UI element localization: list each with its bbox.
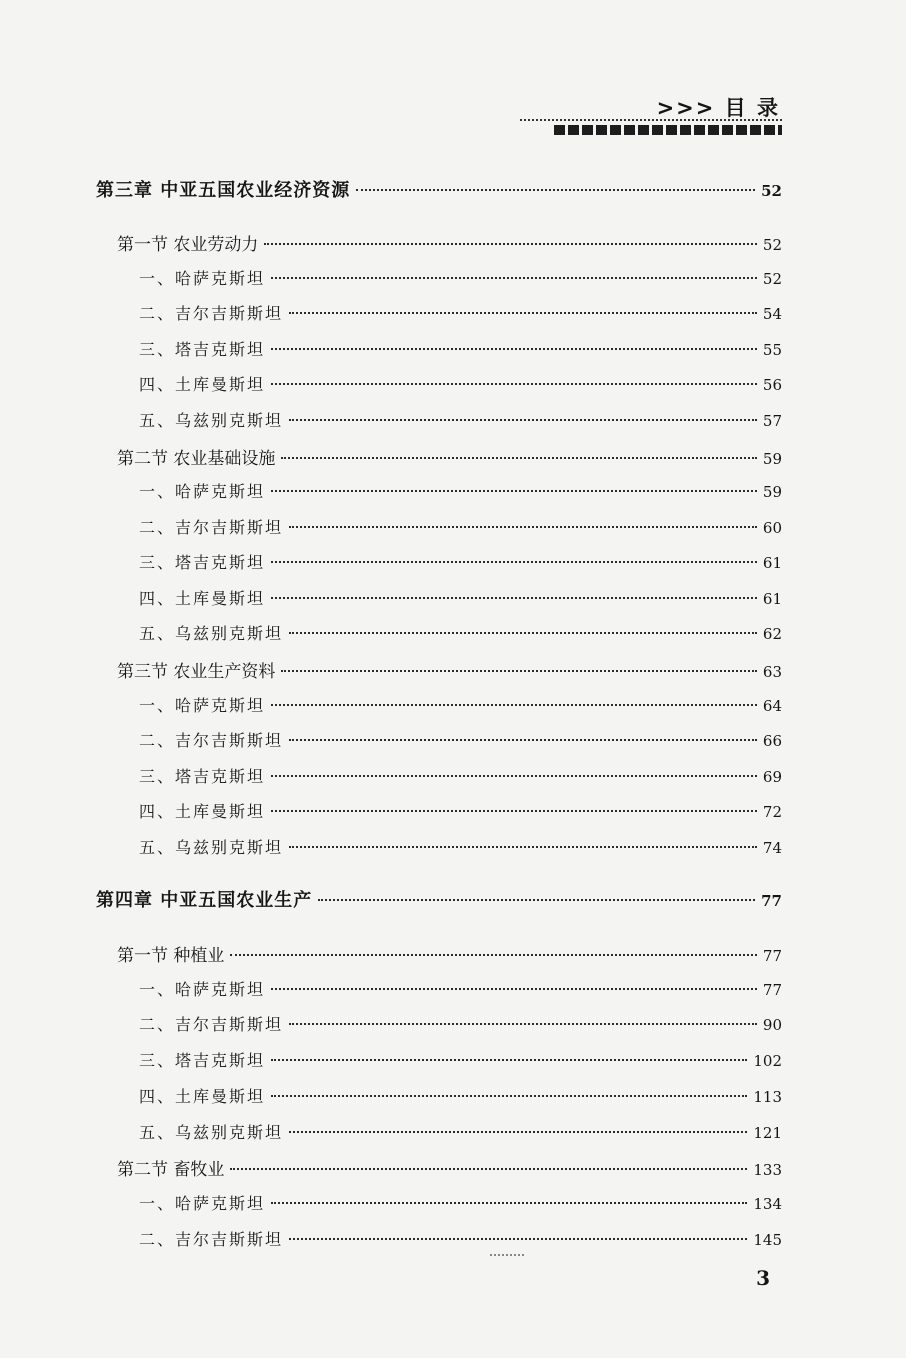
toc-entry-label: 二、吉尔吉斯斯坦 (139, 731, 284, 750)
toc-leader-dots (356, 189, 755, 191)
toc-entry-page: 55 (762, 341, 782, 359)
toc-entry-label: 四、土库曼斯坦 (139, 589, 266, 608)
header-title: >>> 目 录 (656, 96, 780, 120)
toc-entry-page: 121 (753, 1124, 782, 1142)
toc-entry-page: 52 (762, 270, 782, 288)
toc-item[interactable] (139, 586, 782, 609)
toc-entry-page: 59 (762, 450, 782, 468)
toc-leader-dots (289, 312, 757, 314)
toc-leader-dots (289, 632, 757, 634)
toc-entry-page: 61 (762, 554, 782, 572)
toc-entry-label: 四、土库曼斯坦 (139, 802, 266, 821)
toc-item[interactable] (139, 1012, 782, 1035)
toc-section[interactable] (117, 1155, 782, 1180)
toc-item[interactable] (139, 266, 782, 289)
page-number: 3 (756, 1266, 770, 1290)
toc-leader-dots (271, 383, 757, 385)
toc-leader-dots (271, 348, 757, 350)
toc-section[interactable] (117, 657, 782, 682)
toc-section[interactable] (117, 444, 782, 469)
toc-entry-page: 60 (762, 519, 782, 537)
toc-item[interactable] (139, 301, 782, 324)
toc-leader-dots (289, 1238, 747, 1240)
toc-entry-label: 第一节 农业劳动力 (117, 235, 259, 255)
toc-leader-dots (230, 1168, 747, 1170)
toc-section[interactable] (117, 230, 782, 255)
toc-entry-label: 五、乌兹别克斯坦 (139, 411, 284, 430)
toc-entry-page: 52 (761, 182, 782, 200)
toc-entry-page: 77 (762, 981, 782, 999)
toc-leader-dots (289, 1131, 747, 1133)
toc-leader-dots (271, 810, 757, 812)
toc-leader-dots (271, 597, 757, 599)
toc-entry-page: 72 (762, 803, 782, 821)
toc-item[interactable] (139, 728, 782, 751)
toc-entry-label: 一、哈萨克斯坦 (139, 696, 266, 715)
toc-entry-label: 二、吉尔吉斯斯坦 (139, 1230, 284, 1249)
toc-entry-label: 三、塔吉克斯坦 (139, 1051, 266, 1070)
toc-entry-label: 第二节 畜牧业 (117, 1160, 225, 1180)
toc-leader-dots (289, 419, 757, 421)
toc-entry-label: 一、哈萨克斯坦 (139, 269, 266, 288)
toc-item[interactable] (139, 515, 782, 538)
bottom-center-mark (490, 1254, 524, 1256)
toc-leader-dots (271, 1095, 747, 1097)
toc-entry-page: 77 (761, 892, 782, 910)
toc-chapter[interactable] (96, 176, 782, 202)
toc-entry-label: 二、吉尔吉斯斯坦 (139, 518, 284, 537)
toc-entry-page: 133 (753, 1161, 782, 1179)
toc-item[interactable] (139, 550, 782, 573)
toc-entry-page: 52 (762, 236, 782, 254)
toc-leader-dots (289, 526, 757, 528)
toc-leader-dots (271, 1202, 747, 1204)
toc-entry-page: 102 (753, 1052, 782, 1070)
toc-entry-label: 五、乌兹别克斯坦 (139, 624, 284, 643)
toc-leader-dots (271, 1059, 747, 1061)
toc-entry-label: 一、哈萨克斯坦 (139, 1194, 266, 1213)
toc-leader-dots (281, 457, 757, 459)
toc-item[interactable] (139, 764, 782, 787)
toc-entry-label: 二、吉尔吉斯斯坦 (139, 1015, 284, 1034)
toc-entry-page: 54 (762, 305, 782, 323)
toc-entry-page: 134 (753, 1195, 782, 1213)
toc-entry-page: 57 (762, 412, 782, 430)
toc-leader-dots (289, 739, 757, 741)
toc-entry-label: 五、乌兹别克斯坦 (139, 1123, 284, 1142)
toc-leader-dots (289, 1023, 757, 1025)
toc-entry-page: 64 (762, 697, 782, 715)
toc-item[interactable] (139, 372, 782, 395)
toc-leader-dots (271, 704, 757, 706)
toc-leader-dots (271, 775, 757, 777)
toc-entry-label: 第三节 农业生产资料 (117, 662, 276, 682)
toc-item[interactable] (139, 1084, 782, 1107)
toc-entry-label: 三、塔吉克斯坦 (139, 767, 266, 786)
toc-item[interactable] (139, 1048, 782, 1071)
toc-item[interactable] (139, 621, 782, 644)
toc-entry-page: 145 (753, 1231, 782, 1249)
toc-item[interactable] (139, 337, 782, 360)
toc-leader-dots (289, 846, 757, 848)
toc-leader-dots (318, 899, 755, 901)
toc-item[interactable] (139, 977, 782, 1000)
toc-entry-page: 77 (762, 947, 782, 965)
toc-entry-page: 66 (762, 732, 782, 750)
toc-entry-label: 第一节 种植业 (117, 946, 225, 966)
toc-leader-dots (281, 670, 757, 672)
toc-item[interactable] (139, 408, 782, 431)
toc-entry-page: 61 (762, 590, 782, 608)
toc-entry-label: 四、土库曼斯坦 (139, 1087, 266, 1106)
toc-leader-dots (271, 561, 757, 563)
toc-entry-label: 五、乌兹别克斯坦 (139, 838, 284, 857)
toc-leader-dots (271, 277, 757, 279)
toc-section[interactable] (117, 941, 782, 966)
toc-entry-label: 二、吉尔吉斯斯坦 (139, 304, 284, 323)
toc-leader-dots (264, 243, 757, 245)
toc-entry-page: 62 (762, 625, 782, 643)
toc-entry-page: 56 (762, 376, 782, 394)
toc-entry-label: 第三章 中亚五国农业经济资源 (96, 180, 351, 201)
toc-entry-page: 113 (753, 1088, 782, 1106)
toc-entry-label: 一、哈萨克斯坦 (139, 980, 266, 999)
toc-chapter[interactable] (96, 886, 782, 912)
toc-item[interactable] (139, 693, 782, 716)
toc-item[interactable] (139, 799, 782, 822)
toc-entry-page: 74 (762, 839, 782, 857)
toc-item[interactable] (139, 835, 782, 858)
toc-leader-dots (271, 988, 757, 990)
toc-item[interactable] (139, 1227, 782, 1250)
toc-item[interactable] (139, 1120, 782, 1143)
toc-entry-label: 第二节 农业基础设施 (117, 449, 276, 469)
toc-entry-page: 63 (762, 663, 782, 681)
toc-entry-label: 四、土库曼斯坦 (139, 375, 266, 394)
toc-leader-dots (271, 490, 757, 492)
toc-entry-label: 第四章 中亚五国农业生产 (96, 890, 313, 911)
toc-entry-page: 90 (762, 1016, 782, 1034)
toc-leader-dots (230, 954, 757, 956)
toc-entry-page: 69 (762, 768, 782, 786)
toc-item[interactable] (139, 479, 782, 502)
toc-item[interactable] (139, 1191, 782, 1214)
toc-entry-label: 三、塔吉克斯坦 (139, 553, 266, 572)
toc-entry-label: 一、哈萨克斯坦 (139, 482, 266, 501)
toc-entry-label: 三、塔吉克斯坦 (139, 340, 266, 359)
toc-entry-page: 59 (762, 483, 782, 501)
